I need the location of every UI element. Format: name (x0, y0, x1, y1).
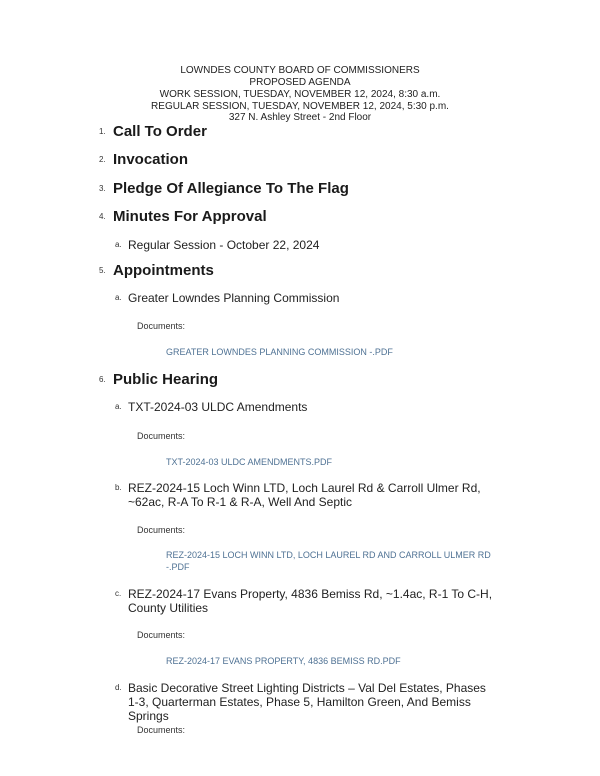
sub-item: Regular Session - October 22, 2024 (128, 238, 320, 252)
sub-item: Greater Lowndes Planning Commission (128, 291, 340, 305)
item-number: 4. (99, 212, 106, 221)
document-link[interactable]: REZ-2024-17 EVANS PROPERTY, 4836 BEMISS RD.PDF (166, 656, 401, 666)
sub-letter: c. (115, 589, 122, 598)
item-number: 6. (99, 375, 106, 384)
sub-letter: b. (115, 483, 122, 492)
item-number: 5. (99, 266, 106, 275)
document-link[interactable]: TXT-2024-03 ULDC AMENDMENTS.PDF (166, 457, 333, 467)
document-link[interactable]: GREATER LOWNDES PLANNING COMMISSION -.PDF (166, 347, 393, 357)
documents-label: Documents: (137, 431, 186, 441)
sub-letter: d. (115, 683, 122, 692)
header-work-session: WORK SESSION, TUESDAY, NOVEMBER 12, 2024, 8:30 a.m. (159, 89, 441, 100)
item-number: 1. (99, 127, 106, 136)
header-location: 327 N. Ashley Street - 2nd Floor (228, 112, 372, 123)
item-title: Minutes For Approval (113, 208, 267, 225)
sub-letter: a. (115, 240, 122, 249)
documents-label: Documents: (137, 321, 186, 331)
documents-label: Documents: (137, 725, 186, 735)
item-number: 3. (99, 184, 106, 193)
item-title: Invocation (113, 151, 189, 168)
documents-label: Documents: (137, 630, 186, 640)
header-org: LOWNDES COUNTY BOARD OF COMMISSIONERS (180, 65, 420, 76)
header-regular-session: REGULAR SESSION, TUESDAY, NOVEMBER 12, 2024, 5:30 p.m. (151, 101, 449, 112)
header-title: PROPOSED AGENDA (249, 77, 351, 88)
sub-item: Basic Decorative Street Lighting Districts – Val Del Estates, Phases 1-3, Quarterman Estates, Phase 5, Hamilton Green, And Bemiss Springs (128, 681, 486, 723)
sub-letter: a. (115, 293, 122, 302)
item-title: Pledge Of Allegiance To The Flag (113, 180, 349, 197)
item-title: Call To Order (113, 123, 207, 140)
item-number: 2. (99, 155, 106, 164)
item-title: Appointments (113, 262, 214, 279)
documents-label: Documents: (137, 525, 186, 535)
sub-item: TXT-2024-03 ULDC Amendments (128, 400, 308, 414)
item-title: Public Hearing (113, 371, 219, 388)
document-link[interactable]: REZ-2024-15 LOCH WINN LTD, LOCH LAUREL RD AND CARROLL ULMER RD -.PDF (166, 550, 491, 572)
sub-letter: a. (115, 402, 122, 411)
sub-item: REZ-2024-17 Evans Property, 4836 Bemiss Rd, ~1.4ac, R-1 To C-H, County Utilities (128, 587, 493, 615)
sub-item: REZ-2024-15 Loch Winn LTD, Loch Laurel Rd & Carroll Ulmer Rd, ~62ac, R-A To R-1 & R-A, Well And Septic (128, 481, 481, 509)
